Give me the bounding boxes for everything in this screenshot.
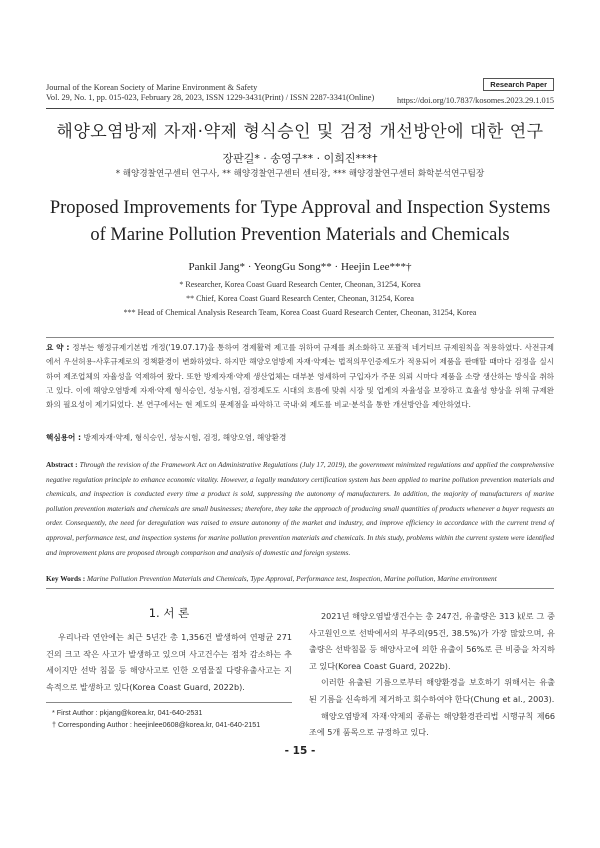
- section-heading: 1. 서 론: [148, 606, 190, 620]
- korean-abstract-label: 요 약 :: [46, 343, 73, 352]
- english-keywords: [46, 574, 554, 583]
- english-affiliation-2: ** Chief, Korea Coast Guard Research Center, Cheonan, 31254, Korea: [186, 294, 414, 303]
- footnote-first-author: * First Author : pkjang@korea.kr, 041-640-2531: [52, 708, 203, 717]
- journal-volume: Vol. 29, No. 1, pp. 015-023, February 28, 2023, ISSN 1229-3431(Print) / ISSN 2287-3341(Online): [46, 93, 375, 102]
- english-affiliation-1: * Researcher, Korea Coast Guard Research Center, Cheonan, 31254, Korea: [179, 280, 421, 289]
- english-abstract-text: Through the revision of the Framework Act on Administrative Regulations (July 17, 2019), the government minimized regulations and applied the comprehensive negative regulation principle to enhance economic vitality. However, a legally mandatory certification system has been applied to marine pollution prevention materials and chemicals, and inspection is conducted every time a product is sold, suppressing the autonomy of manufacturers. In addition, the majority of manufacturers of marine pollution prevention materials and chemicals are small businesses; therefore, they take the approach of producing small quantities of products whenever a buyer requests an order. Consequently, the need for deregulation was raised to ensure autonomy of the market and industry, and improve efficiency in accordance with the current trend of approval, performance test, and inspection systems for marine pollution prevention materials and chemicals. In this study, problems within the current system were identified and improvement plans are proposed through comparison and analysis of domestic and foreign systems.: [46, 460, 554, 557]
- page-number: - 15 -: [284, 745, 316, 757]
- journal-name: Journal of the Korean Society of Marine Environment & Safety: [46, 83, 258, 92]
- doi-link[interactable]: https://doi.org/10.7837/kosomes.2023.29.1.015: [396, 96, 554, 105]
- korean-affiliations: * 해양경찰연구센터 연구사, ** 해양경찰연구센터 센터장, *** 해양경찰연구센터 화학분석연구팀장: [115, 169, 485, 179]
- body-paragraph: 이러한 유출된 기름으로부터 해양환경을 보호하기 위해서는 유출된 기름을 신속하게 제거하고 회수하여야 한다(Chung et al., 2003).: [309, 677, 555, 704]
- korean-abstract: [46, 341, 554, 412]
- korean-keywords-text: 방제자재·약제, 형식승인, 성능시험, 검정, 해양오염, 해양환경: [83, 433, 287, 442]
- body-column-left: [46, 629, 292, 695]
- english-abstract: [46, 458, 554, 560]
- english-authors: Pankil Jang* · YeongGu Song** · Heejin Lee***†: [188, 261, 412, 273]
- body-paragraph: 우리나라 연안에는 최근 5년간 총 1,356건 발생하여 연평균 271건의 크고 작은 사고가 발생하고 있으며 사고건수는 점차 감소하는 추세이지만 선박 침몰 등 해양사고로 인한 오염물질 다량유출사고는 지속적으로 발생하고 있다(Korea Coast Guard, 2022b).: [46, 632, 292, 692]
- korean-title: 해양오염방제 자재·약제 형식승인 및 검정 개선방안에 대한 연구: [56, 122, 544, 142]
- korean-authors: 장판길* · 송영구** · 이희진***†: [222, 152, 378, 165]
- english-keywords-text: Marine Pollution Prevention Materials and Chemicals, Type Approval, Performance test, Inspection, Marine pollution, Marine environment: [87, 574, 497, 583]
- english-keywords-label: Key Words :: [46, 574, 88, 583]
- abstract-top-rule: [46, 337, 554, 338]
- english-abstract-label: Abstract :: [46, 460, 80, 469]
- body-paragraph: 2021년 해양오염발생건수는 총 247건, 유출량은 313 ㎘로 그 중 사고원인으로 선박에서의 부주의(95건, 38.5%)가 가장 많았으며, 유출량은 선박침몰 등 해양사고에 의한 유출이 56%로 큰 비중을 차지하고 있다(Korea Coast Guard, 2022b).: [309, 611, 555, 671]
- footnote-corresponding-author: † Corresponding Author : heejinlee0608@korea.kr, 041-640-2151: [52, 720, 261, 729]
- journal-info: [46, 83, 374, 103]
- footnote-rule: [46, 702, 292, 703]
- english-title: Proposed Improvements for Type Approval and Inspection Systems of Marine Pollution Prevention Materials and Chemicals: [49, 198, 551, 245]
- paper-type-badge: Research Paper: [483, 78, 554, 91]
- english-affiliation-3: *** Head of Chemical Analysis Research Team, Korea Coast Guard Research Center, Cheonan, 31254, Korea: [123, 308, 477, 317]
- body-column-right: [309, 608, 555, 741]
- korean-keywords-label: 핵심용어 :: [46, 433, 84, 442]
- korean-keywords: [46, 432, 554, 443]
- korean-abstract-text: 정부는 행정규제기본법 개정('19.07.17)을 통하여 경제활력 제고를 위하여 규제를 최소화하고 포괄적 네거티브 규제원칙을 적용하였다. 사전규제에서 우선허용-사후규제로의 정책환경이 변화하였다. 하지만 해양오염방제 자재·약제는 법적의무인증제도가 적용되어 제품을 판매할 때마다 검정을 실시하여 제조업체의 자율성을 억제하여 왔다. 또한 방제자재·약제 생산업체는 대부분 영세하여 구입자가 주문 의뢰 시마다 제품을 소량 생산하는 방식을 취하고 있다. 이에 해양오염방제 자재·약제 형식승인, 성능시험, 검정제도도 시대의 흐름에 맞춰 시장 및 업계의 자율성을 보장하고 효율성 향상을 위해 규제완화의 필요성이 제기되었다. 본 연구에서는 현 제도의 문제점을 파악하고 국내·외 제도를 비교·분석을 통한 개선방안을 제안하였다.: [46, 343, 555, 410]
- body-paragraph: 해양오염방제 자재·약제의 종류는 해양환경관리법 시행규칙 제66조에 5개 품목으로 규정하고 있다.: [309, 710, 555, 738]
- abstract-bottom-rule: [46, 588, 554, 589]
- header-rule: [46, 108, 554, 109]
